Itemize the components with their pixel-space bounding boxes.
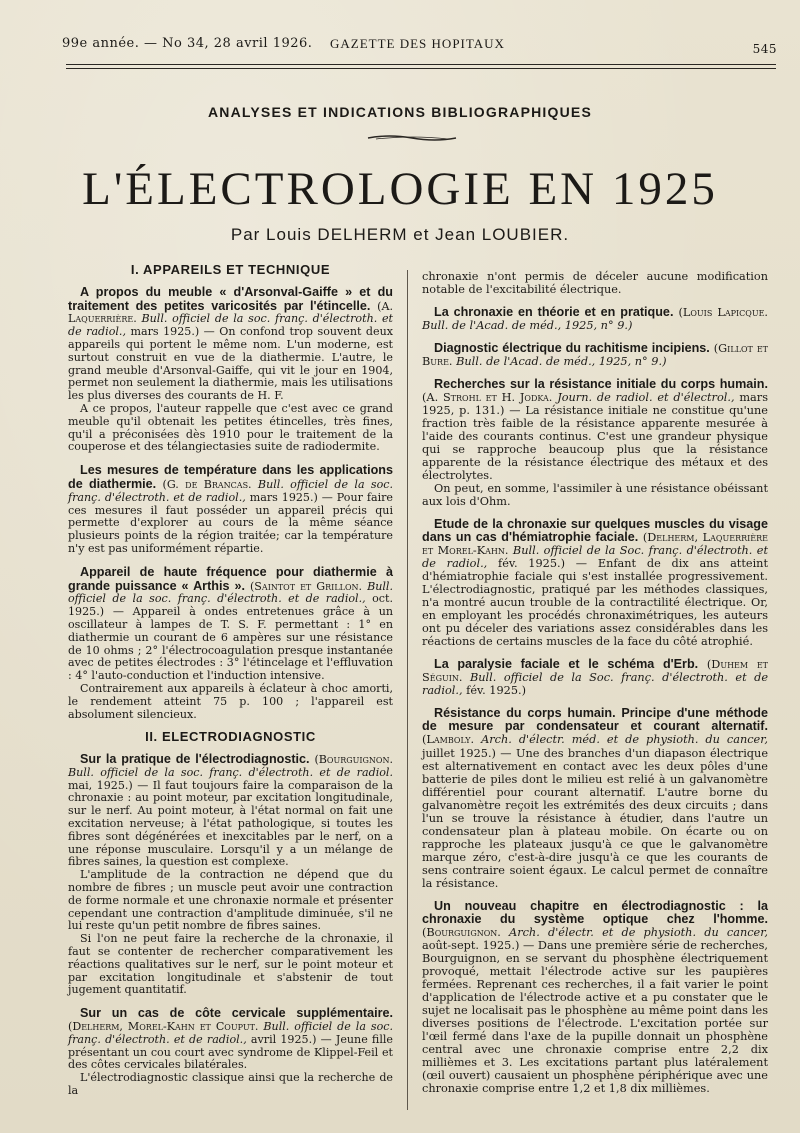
entry-reference: Bull. de l'Acad. de méd., 1925, n° 9.): [422, 319, 633, 333]
entry-resistance-condensateur: [422, 707, 768, 889]
heading-appareils: I. APPAREILS ET TECHNIQUE: [130, 262, 331, 277]
column-divider: [407, 270, 408, 1110]
entry-title: Diagnostic électrique du rachitisme incipiens.: [434, 341, 710, 356]
entry-cote-cervicale: [68, 1007, 393, 1098]
entry-title: Un nouveau chapitre en électrodiagnostic : la chronaxie du système optique chez l'homme.: [422, 898, 768, 926]
entry-title: A propos du meuble « d'Arsonval-Gaiffe » et du traitement des petites varicosités par l'étincelle.: [68, 284, 393, 313]
entry-text: mars 1925, p. 131.) — La résistance initiale ne constitue qu'une fraction très faible de la résistance apparente mesurée à l'aide des courants continus. C'est une grandeur physique qui se rapproche beaucoup plus que la résistance apparente de la résistance électrique des métaux et des électrolytes.: [422, 391, 768, 483]
entry-reference: Bull. officiel de la soc. franç. d'électroth. et de radiol.,: [68, 579, 393, 606]
entry-authors: (Delherm, Morel-Kahn et Couput.: [68, 1020, 259, 1034]
entry-title: La chronaxie en théorie et en pratique.: [434, 305, 674, 320]
entry-paragraph: L'amplitude de la contraction ne dépend que du nombre de fibres ; un muscle peut avoir une contraction de forme normale et une chronaxie normale et présenter cependant une contraction d'amplitude diminuée, s'il ne lui reste qu'un petit nombre de fibres saines.: [68, 868, 393, 933]
entry-title: Sur la pratique de l'électrodiagnostic.: [80, 752, 310, 767]
journal-name: GAZETTE DES HOPITAUX: [330, 36, 505, 51]
entry-reference: Journ. de radiol. et d'électrol.,: [557, 391, 735, 405]
entry-text: mars 1925.) — On confond trop souvent deux appareils qui portent le même nom. L'un moderne, est surtout construit en vue de la diathermie. L'autre, le grand meuble d'Arsonval-Gaiffe, qui vit le jour en 1904, permet non seulement la diathermie, mais les utilisations les plus diverses des courants de H. F.: [68, 325, 393, 403]
entry-chronaxie-theorie: [422, 306, 768, 332]
entry-text: fév. 1925.): [466, 684, 527, 698]
entry-systeme-optique: [422, 900, 768, 1095]
header-rule-top: [66, 64, 776, 65]
article-title: L'ÉLECTROLOGIE EN 1925: [82, 163, 718, 215]
entry-paragraph: A ce propos, l'auteur rappelle que c'est avec ce grand meuble qu'il obtenait les petites étincelles, très fines, qu'il a préconisées dès 1910 pour le traitement de la couperose et des télangiectasies suite de radiodermite.: [68, 401, 393, 454]
entry-authors: (Bourguignon.: [422, 925, 501, 939]
heading-electrodiagnostic: II. ELECTRODIAGNOSTIC: [145, 729, 316, 745]
entry-authors: (A. Laquerrière.: [68, 299, 393, 326]
entry-paralysie-faciale: [422, 658, 768, 697]
entry-text: mars 1925.) — Pour faire ces mesures il faut posséder un appareil précis qui permette d'explorer au cours de la même séance plusieurs points de la région traitée; car la température n'y est pas uniformément répartie.: [68, 490, 393, 555]
entry-arthis: [68, 566, 393, 722]
entry-pratique: [68, 753, 393, 997]
entry-authors: (Lamboly.: [422, 733, 475, 747]
entry-title: Sur un cas de côte cervicale supplémentaire.: [80, 1006, 393, 1021]
entry-reference: Arch. d'électr. méd. et de physioth. du cancer,: [481, 733, 768, 747]
entry-paragraph: Contrairement aux appareils à éclateur à choc amorti, le rendement atteint 75 p. 100 ; l'appareil est absolument silencieux.: [68, 681, 393, 721]
entry-authors: (Bourguignon.: [314, 753, 394, 767]
entry-paragraph: L'électrodiagnostic classique ainsi que la recherche de la: [68, 1071, 393, 1098]
entry-authors: (Louis Lapicque.: [678, 306, 769, 320]
entry-text: juillet 1925.) — Une des branches d'un diapason électrique est alternativement en contact avec les deux pôles d'une batterie de piles dont le milieu est relié à un galvanomètre différentiel pour courant alternatif. L'autre borne du galvanomètre reçoit les extrémités des deux circuits ; dans l'un se trouve la résistance à étudier, dans l'autre un condensateur plan à plateau mobile. On écarte ou on rapproche les plateaux jusqu'à ce que le galvanomètre marque zéro, c'est-à-dire jusqu'à ce que les courants de sens contraire soient égaux. Le calcul permet de connaître la résistance.: [422, 746, 768, 890]
entry-reference: Bull. de l'Acad. de méd., 1925, n° 9.): [456, 355, 667, 369]
header-rule-bottom: [66, 68, 776, 69]
entry-authors: (G. de Brancas.: [162, 477, 252, 491]
entry-text: mai, 1925.) — Il faut toujours faire la comparaison de la chronaxie : au point moteur, par excitation longitudinale, sur le nerf. Au point moteur, à l'état normal on fait une excitation nerveuse; à l'état pathologique, si toutes les fibres sont dégénérées et inexcitables par le nerf, on a une réponse musculaire. Lorsqu'il y a un mélange de fibres saines, la question est complexe.: [68, 778, 393, 869]
entry-authors: (Delherm, Laquerrière et Morel-Kahn.: [422, 531, 768, 558]
entry-reference: Bull. officiel de la soc. franç. d'électroth. et de radiol.,: [68, 1020, 393, 1046]
entry-authors: (Saintot et Grillon.: [249, 579, 363, 593]
entry-text: août-sept. 1925.) — Dans une première série de recherches, Bourguignon, en se servant du phosphène électriquement provoqué, mettait l'électrode active sur les paupières fermées. Reprenant ces recherches, il a fait varier le point d'application de l'électrode active et a pu constater que le sujet ne localisait pas le phosphène au même point dans les diverses positions de l'électrode. L'excitation portée sur l'œil fermé dans l'axe de la pupille donnait un phosphène central avec une chronaxie comprise entre 2,2 dix millièmes et 3. Les excitations partant plus latéralement (œil ouvert) causaient un phosphène périphérique avec une chronaxie comprise entre 1,2 et 1,8 dix millièmes.: [422, 938, 768, 1095]
entry-reference: Bull. officiel de la soc. franç. d'électroth. et de radiol.: [68, 765, 393, 779]
entry-text: oct. 1925.) — Appareil à ondes entretenues grâce à un oscillateur à lampes de T. S. F. permettant : 1° en diathermie un courant de 6 ampères sur une résistance de 10 ohms ; 2° l'électrocoagulation presque instantanée avec de petites électrodes : 3° l'étincelage et l'effluvation : 4° l'auto-conduction et l'induction intensive.: [68, 592, 394, 683]
right-column: [422, 270, 768, 1105]
page-number: 545: [752, 42, 777, 56]
section-title: ANALYSES ET INDICATIONS BIBLIOGRAPHIQUES: [207, 104, 593, 120]
entry-resistance-initiale: [422, 378, 768, 508]
entry-authors: (A. Strohl et H. Jodka.: [422, 391, 553, 405]
entry-temperature: [68, 464, 393, 556]
entry-title: Recherches sur la résistance initiale du corps humain.: [434, 377, 768, 392]
byline: Par Louis DELHERM et Jean LOUBIER.: [230, 225, 570, 244]
entry-title: Appareil de haute fréquence pour diathermie à grande puissance « Arthis ».: [68, 564, 393, 593]
entry-paragraph: Si l'on ne peut faire la recherche de la chronaxie, il faut se contenter de rechercher comparativement les réactions qualitatives sur le nerf, sur le point moteur et par excitation longitudinale et s'abstenir de tout jugement quantitatif.: [68, 932, 393, 997]
entry-reference: Bull. officiel de la soc. franç. d'électroth. et de radiol.,: [68, 312, 393, 339]
issue-info: 99e année. — No 34, 28 avril 1926.: [62, 36, 313, 51]
entry-title: Résistance du corps humain. Principe d'une méthode de mesure par condensateur et courant alternatif.: [422, 706, 768, 734]
entry-title: Etude de la chronaxie sur quelques muscles du visage dans un cas d'hémiatrophie faciale.: [422, 517, 768, 545]
entry-title: La paralysie faciale et le schéma d'Erb.: [434, 657, 699, 672]
entry-reference: Arch. d'électr. et de physioth. du cancer,: [509, 925, 768, 939]
entry-arsonval: [68, 286, 393, 454]
entry-paragraph: chronaxie n'ont permis de déceler aucune modification notable de l'excitabilité électrique.: [422, 270, 768, 297]
entry-rachitisme: [422, 342, 768, 368]
entry-reference: Bull. officiel de la soc. franç. d'électroth. et de radiol.,: [68, 477, 394, 504]
entry-authors: (Gillot et Bure.: [422, 342, 768, 369]
entry-continuation: [422, 270, 768, 296]
entry-paragraph: On peut, en somme, l'assimiler à une résistance obéissant aux lois d'Ohm.: [422, 482, 768, 509]
running-header: [62, 34, 777, 60]
entry-text: fév. 1925.) — Enfant de dix ans atteint d'hémiatrophie faciale qui s'est installée progressivement. L'électrodiagnostic, pratiqué par les méthodes classiques, n'a montré aucun trouble de la contractilité électrique. Or, en employant les procédés chronaximétriques, les auteurs ont pu déceler des variations assez considérables dans les réactions de certains muscles de la face du côté atrophié.: [422, 557, 769, 649]
entry-reference: Bull. officiel de la Soc. franç. d'électroth. et de radiol.,: [422, 544, 768, 571]
left-column: [68, 262, 393, 1108]
entry-text: avril 1925.) — Jeune fille présentant un cou court avec syndrome de Klippel-Feil et des côtes cervicales bilatérales.: [68, 1032, 393, 1072]
ornament-rule: [366, 133, 458, 143]
entry-hemiatrophie: [422, 518, 768, 648]
entry-title: Les mesures de température dans les applications de diathermie.: [68, 463, 393, 491]
entry-reference: Bull. officiel de la Soc. franç. d'électroth. et de radiol.,: [422, 671, 769, 698]
entry-authors: (Duhem et Séguin.: [422, 658, 768, 685]
